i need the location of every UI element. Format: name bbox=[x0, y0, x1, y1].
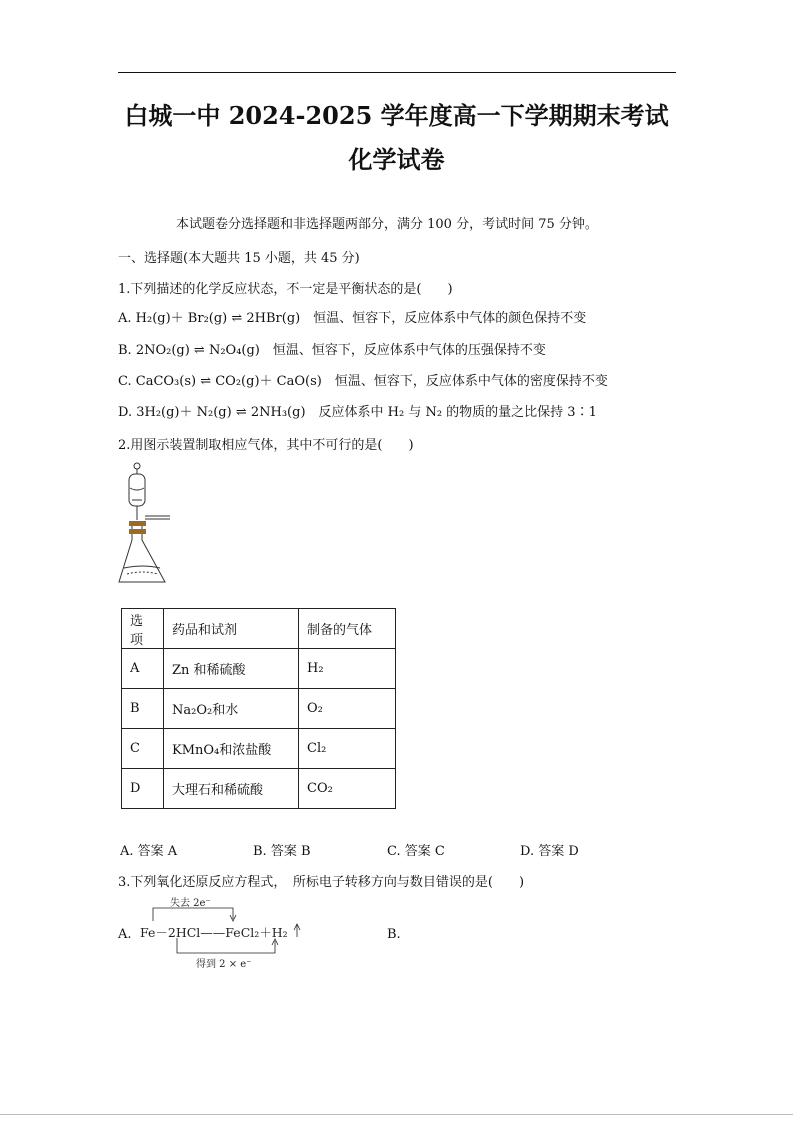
table-row bbox=[122, 649, 396, 689]
q2-answer-a: A. 答案 A bbox=[120, 844, 178, 859]
table-header-row bbox=[122, 609, 396, 649]
q1-option-c: C. CaCO₃(s) ⇌ CO₂(g)＋ CaO(s) 恒温、恒容下，反应体系中气体的密度保持不变 bbox=[118, 374, 608, 389]
question-3-stem: 3.下列氧化还原反应方程式， 所标电子转移方向与数目错误的是( ) bbox=[118, 875, 525, 890]
gain-electrons-label: 得到 2 × e⁻ bbox=[196, 959, 252, 969]
q3-option-b-label: B. bbox=[387, 927, 401, 942]
table-cell: B bbox=[122, 689, 164, 729]
q2-answer-c: C. 答案 C bbox=[387, 844, 445, 859]
q2-answer-b: B. 答案 B bbox=[253, 844, 311, 859]
q1-option-d: D. 3H₂(g)＋ N₂(g) ⇌ 2NH₃(g) 反应体系中 H₂ 与 N₂ 的物质的量之比保持 3∶1 bbox=[118, 405, 597, 420]
table-row bbox=[122, 769, 396, 809]
table-cell: A bbox=[122, 649, 164, 689]
table-cell: Zn 和稀硫酸 bbox=[164, 649, 299, 689]
reaction-equation: Fe－2HCl——FeCl₂＋H₂ bbox=[140, 925, 288, 940]
apparatus-diagram bbox=[115, 458, 175, 586]
table-header: 制备的气体 bbox=[299, 609, 396, 649]
intro-text: 本试题卷分选择题和非选择题两部分，满分 100 分，考试时间 75 分钟。 bbox=[176, 217, 598, 232]
table-cell: H₂ bbox=[299, 649, 396, 689]
q3-option-a-label: A. bbox=[118, 927, 132, 942]
table-row bbox=[122, 689, 396, 729]
bottom-rule bbox=[0, 1114, 793, 1115]
question-1-stem: 1.下列描述的化学反应状态，不一定是平衡状态的是( ) bbox=[118, 282, 453, 297]
q1-option-a: A. H₂(g)＋ Br₂(g) ⇌ 2HBr(g) 恒温、恒容下，反应体系中气体的颜色保持不变 bbox=[118, 311, 587, 326]
lose-electrons-label: 失去 2e⁻ bbox=[170, 898, 211, 909]
table-cell: D bbox=[122, 769, 164, 809]
table-cell: O₂ bbox=[299, 689, 396, 729]
q2-answer-d: D. 答案 D bbox=[520, 844, 579, 859]
table-header: 选项 bbox=[122, 609, 164, 649]
table-cell: Na₂O₂和水 bbox=[164, 689, 299, 729]
top-rule bbox=[118, 72, 676, 73]
table-header: 药品和试剂 bbox=[164, 609, 299, 649]
page-subtitle: 化学试卷 bbox=[348, 145, 445, 174]
table-cell: CO₂ bbox=[299, 769, 396, 809]
electron-transfer-diagram bbox=[140, 897, 310, 969]
reagent-table bbox=[121, 608, 396, 809]
table-cell: Cl₂ bbox=[299, 729, 396, 769]
table-cell: C bbox=[122, 729, 164, 769]
section-heading: 一、选择题(本大题共 15 小题，共 45 分) bbox=[118, 251, 360, 266]
question-2-stem: 2.用图示装置制取相应气体，其中不可行的是( ) bbox=[118, 438, 414, 453]
page-title: 白城一中 2024-2025 学年度高一下学期期末考试 bbox=[124, 101, 669, 130]
table-row bbox=[122, 729, 396, 769]
table-cell: 大理石和稀硫酸 bbox=[164, 769, 299, 809]
table-cell: KMnO₄和浓盐酸 bbox=[164, 729, 299, 769]
q1-option-b: B. 2NO₂(g) ⇌ N₂O₄(g) 恒温、恒容下，反应体系中气体的压强保持不变 bbox=[118, 343, 546, 358]
